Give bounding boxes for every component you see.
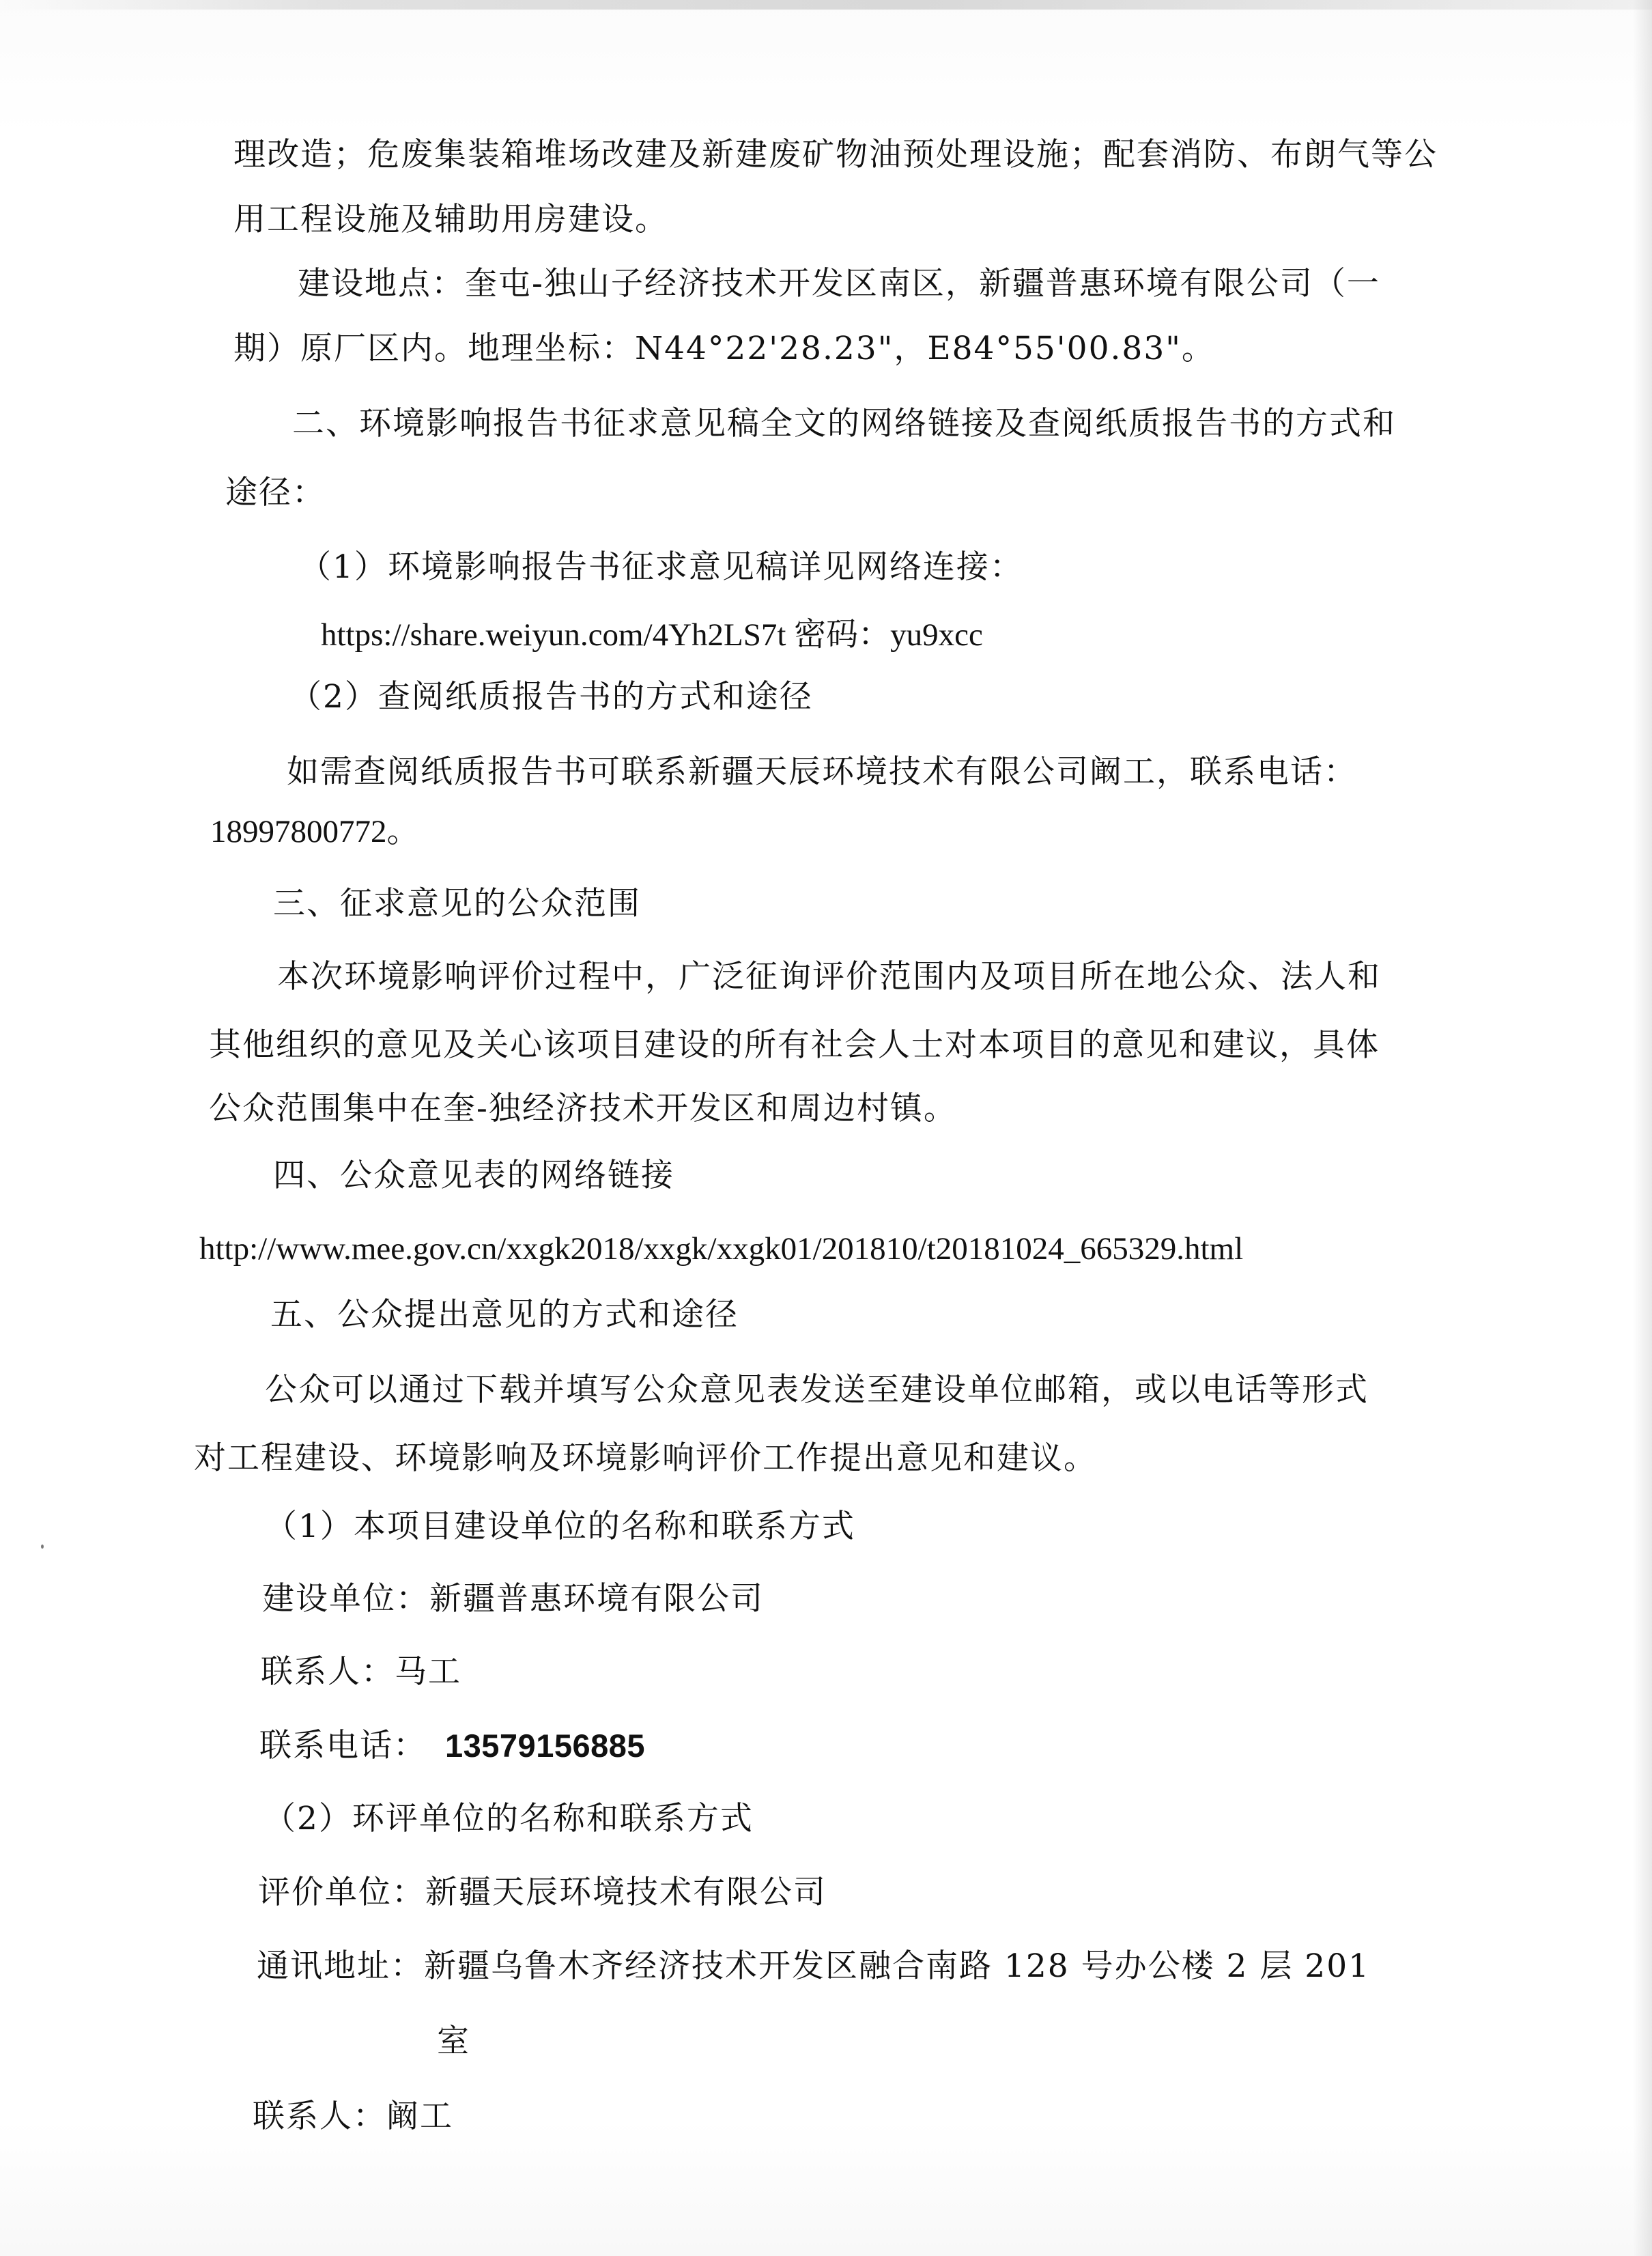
text-line-20: 对工程建设、环境影响及环境影响评价工作提出意见和建议。 xyxy=(194,1439,1097,1477)
section-heading-2: 二、环境影响报告书征求意见稿全文的网络链接及查阅纸质报告书的方式和 xyxy=(292,405,1396,442)
construction-unit: 建设单位：新疆普惠环境有限公司 xyxy=(262,1580,764,1618)
contact-phone-label: 联系电话： xyxy=(259,1727,427,1764)
contact-person-1: 联系人：马工 xyxy=(261,1653,461,1691)
scan-edge-right xyxy=(1633,0,1652,2256)
section-heading-4: 四、公众意见表的网络链接 xyxy=(273,1157,674,1194)
contact-phone-number: 13579156885 xyxy=(445,1728,646,1764)
subheading-paper-report: （2）查阅纸质报告书的方式和途径 xyxy=(289,678,813,716)
text-line-13: 本次环境影响评价过程中，广泛征询评价范围内及项目所在地公众、法人和 xyxy=(277,958,1381,996)
eia-unit: 评价单位：新疆天辰环境技术有限公司 xyxy=(258,1874,827,1911)
phone-number-1: 18997800772。 xyxy=(210,814,419,849)
text-line-1: 理改造；危废集装箱堆场改建及新建废矿物油预处理设施；配套消防、布朗气等公 xyxy=(233,136,1438,173)
text-line-2: 用工程设施及辅助用房建设。 xyxy=(233,201,668,238)
mailing-address-continued: 室 xyxy=(437,2022,470,2060)
text-line-4: 期）原厂区内。地理坐标：N44°22'28.23"，E84°55'00.83"。 xyxy=(233,330,1215,367)
section-heading-3: 三、征求意见的公众范围 xyxy=(273,885,641,922)
section-heading-5: 五、公众提出意见的方式和途径 xyxy=(270,1296,739,1334)
scan-speck xyxy=(41,1545,44,1549)
subheading-eia-unit: （2）环评单位的名称和联系方式 xyxy=(264,1800,754,1837)
subheading-construction-unit: （1）本项目建设单位的名称和联系方式 xyxy=(265,1508,855,1545)
text-line-3: 建设地点：奎屯-独山子经济技术开发区南区，新疆普惠环境有限公司（一 xyxy=(298,265,1380,302)
mee-link: http://www.mee.gov.cn/xxgk2018/xxgk/xxgk01/201810/t20181024_665329.html xyxy=(199,1231,1244,1267)
text-line-6: 途径： xyxy=(225,474,326,511)
text-line-19: 公众可以通过下载并填写公众意见表发送至建设单位邮箱，或以电话等形式 xyxy=(265,1371,1369,1409)
weiyun-link: https://share.weiyun.com/4Yh2LS7t 密码：yu9xcc xyxy=(321,617,983,653)
subheading-web-link: （1）环境影响报告书征求意见稿详见网络连接： xyxy=(299,548,1023,586)
text-line-14: 其他组织的意见及关心该项目建设的所有社会人士对本项目的意见和建议，具体 xyxy=(209,1026,1380,1064)
contact-person-2: 联系人：阚工 xyxy=(253,2098,453,2135)
text-line-15: 公众范围集中在奎-独经济技术开发区和周边村镇。 xyxy=(209,1090,957,1127)
scan-edge-top xyxy=(0,0,1652,10)
text-line-10: 如需查阅纸质报告书可联系新疆天辰环境技术有限公司阚工，联系电话： xyxy=(287,753,1357,791)
mailing-address: 通讯地址：新疆乌鲁木齐经济技术开发区融合南路 128 号办公楼 2 层 201 xyxy=(257,1947,1371,1985)
